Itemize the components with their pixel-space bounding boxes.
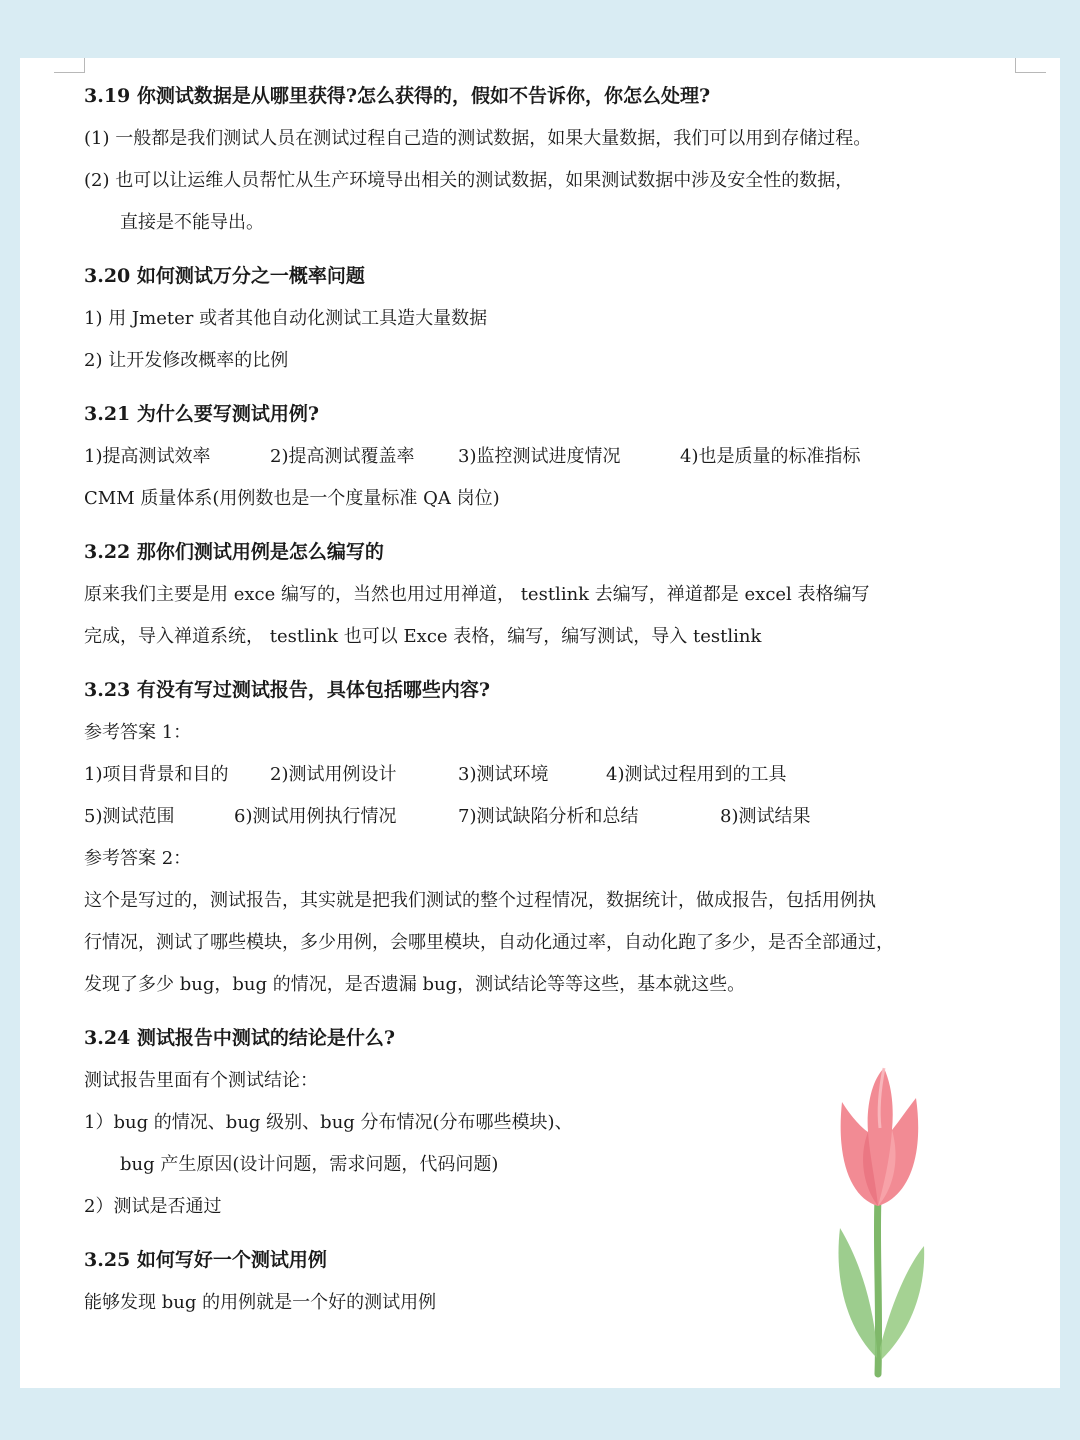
paragraph: 2）测试是否通过 [84,1196,222,1217]
list-item: 1)项目背景和目的 [84,764,229,785]
list-item: 5)测试范围 [84,806,175,827]
reason-list [84,436,1034,478]
paragraph: 行情况，测试了哪些模块，多少用例，会哪里模块，自动化通过率，自动化跑了多少，是否全部通过， [84,932,894,953]
paragraph: 完成，导入禅道系统， testlink 也可以 Exce 表格，编写，编写测试，导入 testlink [84,626,762,647]
crop-mark [54,58,85,73]
question-3-19: 3.19 你测试数据是从哪里获得?怎么获得的，假如不告诉你，你怎么处理? [84,85,711,107]
answer-label: 参考答案 2： [84,848,192,869]
document-page [20,58,1060,1388]
question-3-23: 3.23 有没有写过测试报告，具体包括哪些内容? [84,679,491,701]
paragraph: 1) 用 Jmeter 或者其他自动化测试工具造大量数据 [84,308,488,329]
paragraph: 2) 让开发修改概率的比例 [84,350,289,371]
list-item: 3)测试环境 [458,764,549,785]
paragraph: 1）bug 的情况、bug 级别、bug 分布情况(分布哪些模块)、 [84,1112,573,1133]
list-item: 6)测试用例执行情况 [234,806,397,827]
paragraph: 这个是写过的，测试报告，其实就是把我们测试的整个过程情况，数据统计，做成报告，包括用例执 [84,890,876,911]
paragraph: 原来我们主要是用 exce 编写的，当然也用过用禅道， testlink 去编写，禅道都是 excel 表格编写 [84,584,870,605]
paragraph: CMM 质量体系(用例数也是一个度量标准 QA 岗位) [84,488,500,509]
list-item: 7)测试缺陷分析和总结 [458,806,639,827]
tulip-flower-icon [828,1058,928,1378]
paragraph: (2) 也可以让运维人员帮忙从生产环境导出相关的测试数据，如果测试数据中涉及安全性的数据， [84,170,854,191]
report-items-row [84,796,1034,838]
paragraph: 能够发现 bug 的用例就是一个好的测试用例 [84,1292,437,1313]
question-3-21: 3.21 为什么要写测试用例? [84,403,320,425]
question-3-25: 3.25 如何写好一个测试用例 [84,1249,327,1271]
list-item: 2)测试用例设计 [270,764,397,785]
report-items-row [84,754,1034,796]
question-3-20: 3.20 如何测试万分之一概率问题 [84,265,365,287]
paragraph: 直接是不能导出。 [120,212,264,233]
answer-label: 参考答案 1： [84,722,192,743]
list-item: 2)提高测试覆盖率 [270,446,415,467]
list-item: 4)也是质量的标准指标 [680,446,861,467]
list-item: 4)测试过程用到的工具 [606,764,787,785]
paragraph: (1) 一般都是我们测试人员在测试过程自己造的测试数据，如果大量数据，我们可以用到存储过程。 [84,128,872,149]
list-item: 3)监控测试进度情况 [458,446,621,467]
question-3-24: 3.24 测试报告中测试的结论是什么? [84,1027,396,1049]
paragraph: 测试报告里面有个测试结论： [84,1070,318,1091]
list-item: 8)测试结果 [720,806,811,827]
paragraph: bug 产生原因(设计问题，需求问题，代码问题) [120,1154,499,1175]
crop-mark [1015,58,1046,73]
question-3-22: 3.22 那你们测试用例是怎么编写的 [84,541,384,563]
list-item: 1)提高测试效率 [84,446,211,467]
paragraph: 发现了多少 bug，bug 的情况，是否遗漏 bug，测试结论等等这些，基本就这些。 [84,974,746,995]
